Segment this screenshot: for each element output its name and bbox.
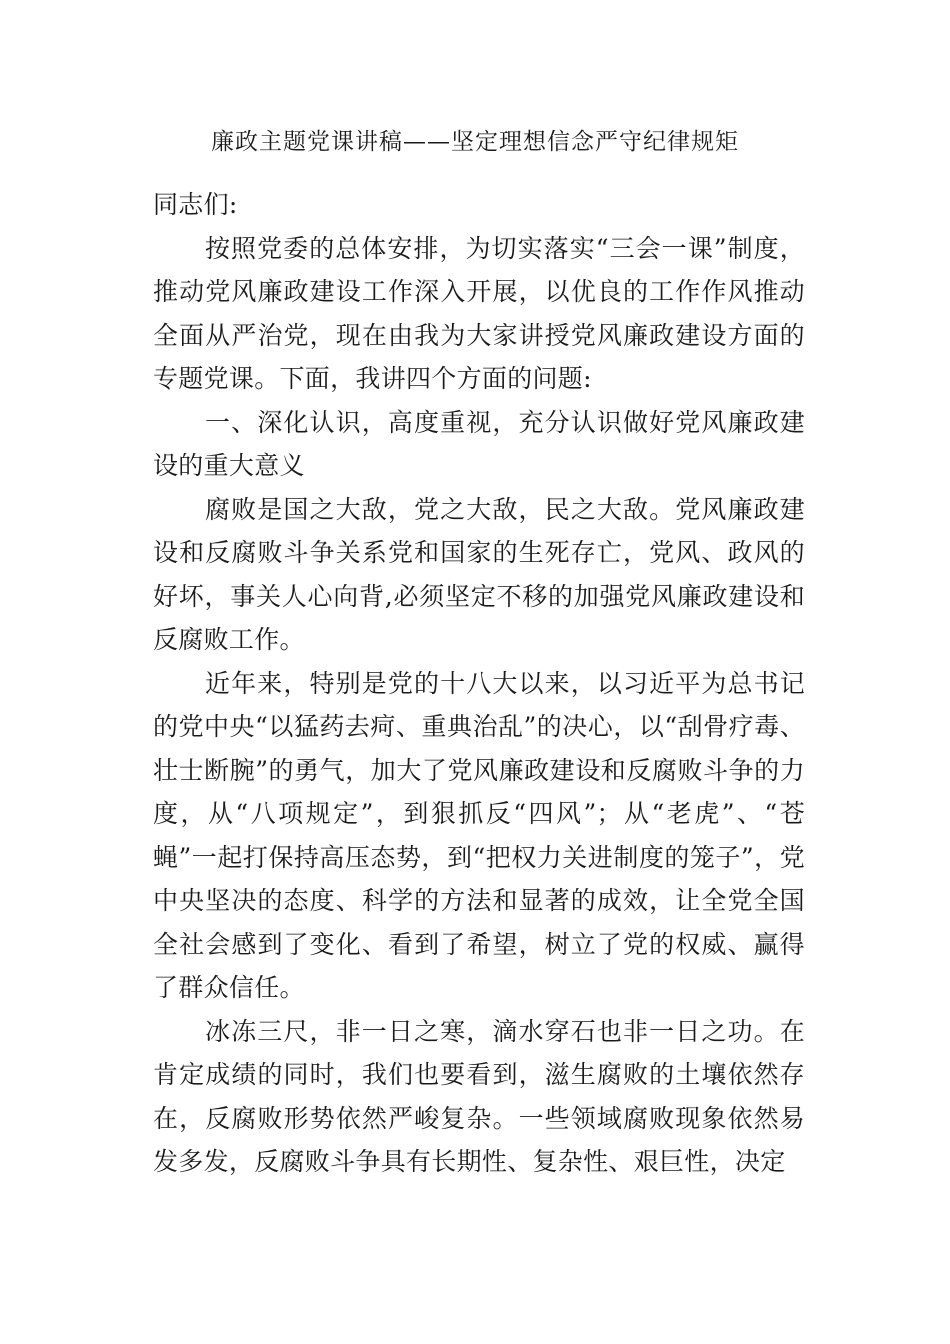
paragraph: 冰冻三尺，非一日之寒，滴水穿石也非一日之功。在肯定成绩的同时，我们也要看到，滋生腐败的土壤依然存在，反腐败形势依然严峻复杂。一些领域腐败现象依然易发多发，反腐败斗争具有长期性、复杂性、艰巨性，决定 <box>153 1016 805 1176</box>
salutation: 同志们: <box>153 190 238 219</box>
section-heading-1: 一、深化认识，高度重视，充分认识做好党风廉政建设的重大意义 <box>153 407 805 480</box>
document-title: 廉政主题党课讲稿——坚定理想信念严守纪律规矩 <box>211 129 739 155</box>
paragraph-intro: 按照党委的总体安排，为切实落实“三会一课”制度，推动党风廉政建设工作深入开展，以优良的工作作风推动全面从严治党，现在由我为大家讲授党风廉政建设方面的专题党课。下面，我讲四个方面的问题: <box>153 233 805 393</box>
document-body <box>153 183 805 1184</box>
paragraph: 近年来，特别是党的十八大以来，以习近平为总书记的党中央“以猛药去疴、重典治乱”的决心，以“刮骨疗毒、壮士断腕”的勇气，加大了党风廉政建设和反腐败斗争的力度，从“八项规定”，到狠抓反“四风”；从“老虎”、“苍蝇”一起打保持高压态势，到“把权力关进制度的笼子”，党中央坚决的态度、科学的方法和显著的成效，让全党全国全社会感到了变化、看到了希望，树立了党的权威、赢得了群众信任。 <box>153 668 805 1002</box>
paragraph: 腐败是国之大敌，党之大敌，民之大敌。党风廉政建设和反腐败斗争关系党和国家的生死存亡，党风、政风的好坏，事关人心向背,必须坚定不移的加强党风廉政建设和反腐败工作。 <box>153 494 805 654</box>
